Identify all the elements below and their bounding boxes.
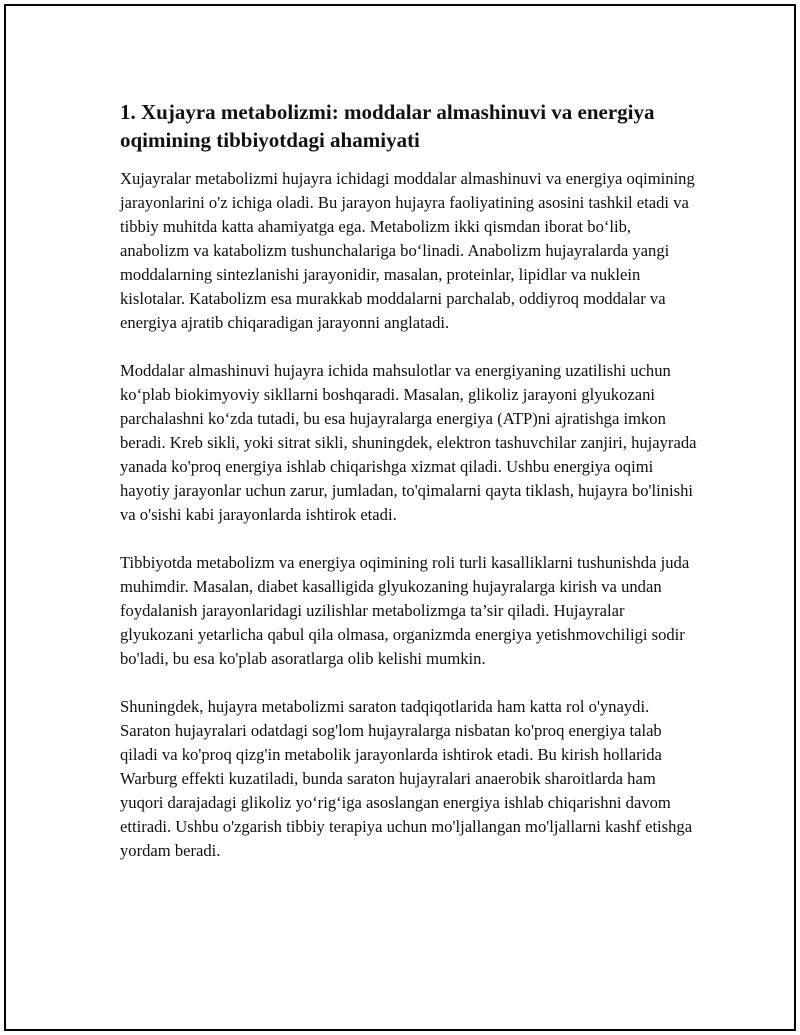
paragraph-metabolism-overview: Xujayralar metabolizmi hujayra ichidagi moddalar almashinuvi va energiya oqimining jarayonlarini o'z ichiga oladi. Bu jarayon hujayra faoliyatining asosini tashkil etadi va tibbiy muhitda katta ahamiyatga ega. Metabolizm ikki qismdan iborat bo‘lib, anabolizm va katabolizm tushunchalariga bo‘linadi. Anabolizm hujayralarda yangi moddalarning sintezlanishi jarayonidir, masalan, proteinlar, lipidlar va nuklein kislotalar. Katabolizm esa murakkab moddalarni parchalab, oddiyroq moddalar va energiya ajratib chiqaradigan jarayonni anglatadi.	[120, 169, 695, 332]
paragraph-cancer-metabolism: Shuningdek, hujayra metabolizmi saraton tadqiqotlarida ham katta rol o'ynaydi. Saraton hujayralari odatdagi sog'lom hujayralarga nisbatan ko'proq energiya talab qiladi va ko'proq qizg'in metabolik jarayonlarda ishtirok etadi. Bu kirish hollarida Warburg effekti kuzatiladi, bunda saraton hujayralari anaerobik sharoitlarda ham yuqori darajadagi glikoliz yo‘rig‘iga asoslangan energiya ishlab chiqarishni davom ettiradi. Ushbu o'zgarish tibbiy terapiya uchun mo'ljallangan mo'ljallarni kashf etishga yordam beradi.	[120, 697, 693, 860]
document-page	[4, 4, 796, 1031]
document-body	[120, 98, 700, 887]
paragraph-medicine-role: Tibbiyotda metabolizm va energiya oqimining roli turli kasalliklarni tushunishda juda muhimdir. Masalan, diabet kasalligida glyukozaning hujayralarga kirish va undan foydalanish jarayonlaridagi uzilishlar metabolizmga ta’sir qiladi. Hujayralar glyukozani yetarlicha qabul qila olmasa, organizmda energiya yetishmovchiligi sodir bo'ladi, bu esa ko'plab asoratlarga olib kelishi mumkin.	[120, 553, 690, 668]
section-title: 1. Xujayra metabolizmi: moddalar almashinuvi va energiya oqimining tibbiyotdagi ahamiyati	[120, 100, 655, 152]
paragraph-substance-exchange: Moddalar almashinuvi hujayra ichida mahsulotlar va energiyaning uzatilishi uchun ko‘plab biokimyoviy sikllarni boshqaradi. Masalan, glikoliz jarayoni glyukozani parchalashni ko‘zda tutadi, bu esa hujayralarga energiya (ATP)ni ajratishga imkon beradi. Kreb sikli, yoki sitrat sikli, shuningdek, elektron tashuvchilar zanjiri, hujayrada yanada ko'proq energiya ishlab chiqarishga xizmat qiladi. Ushbu energiya oqimi hayotiy jarayonlar uchun zarur, jumladan, to'qimalarni qayta tiklash, hujayra bo'linishi va o'sishi kabi jarayonlarda ishtirok etadi.	[120, 361, 697, 524]
